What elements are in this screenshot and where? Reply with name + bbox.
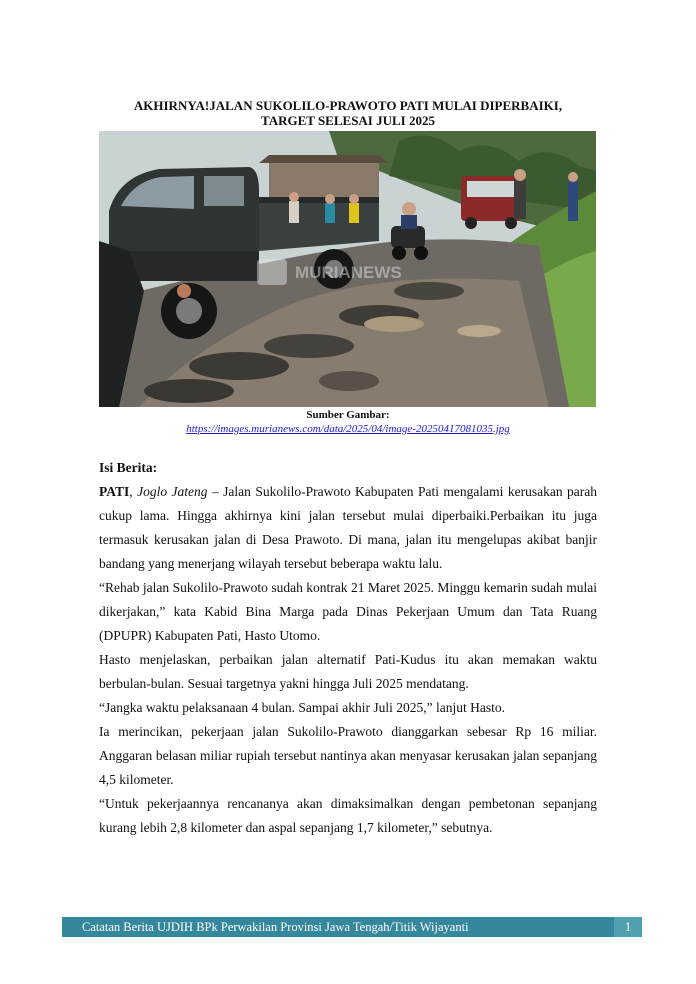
paragraph-3: Hasto menjelaskan, perbaikan jalan alternatif Pati-Kudus itu akan memakan waktu berbulan-bulan. Sesuai targetnya yakni hingga Juli 2025 mendatang.	[99, 652, 597, 691]
image-caption	[0, 409, 696, 422]
lead-separator: ,	[129, 484, 138, 499]
paragraph-1-text: – Jalan Sukolilo-Prawoto Kabupaten Pati mengalami kerusakan parah cukup lama. Hingga akhirnya kini jalan tersebut mulai diperbaiki.Perbaikan itu juga termasuk kerusakan jalan di Desa Prawoto. Di mana, jalan itu mengelupas akibat banjir bandang yang menerjang wilayah tersebut beberapa waktu lalu.	[99, 484, 598, 571]
footer-text: Catatan Berita UJDIH BPk Perwakilan Provinsi Jawa Tengah/Titik Wijayanti	[82, 920, 469, 934]
article-title-line-1: AKHIRNYA!JALAN SUKOLILO-PRAWOTO PATI MULAI DIPERBAIKI,	[133, 98, 563, 113]
road-damage-photo-illustration	[99, 131, 596, 407]
paragraph-1	[99, 480, 597, 576]
lead-source: Joglo Jateng	[137, 484, 208, 499]
lead-location: PATI	[99, 484, 130, 499]
paragraph-2: “Rehab jalan Sukolilo-Prawoto sudah kontrak 21 Maret 2025. Minggu kemarin sudah mulai dikerjakan,” kata Kabid Bina Marga pada Dinas Pekerjaan Umum dan Tata Ruang (DPUPR) Kabupaten Pati, Hasto Utomo.	[99, 580, 597, 643]
image-source-colon: :	[385, 409, 390, 421]
article-title-line-2: TARGET SELESAI JULI 2025	[261, 113, 435, 128]
paragraph-5: Ia merincikan, pekerjaan jalan Sukolilo-Prawoto dianggarkan sebesar Rp 16 miliar. Anggaran belasan miliar rupiah tersebut nantinya akan menyasar kerusakan jalan sepanjang 4,5 kilometer.	[99, 724, 597, 787]
page-number: 1	[614, 917, 642, 937]
article-body	[99, 480, 597, 840]
paragraph-4: “Jangka waktu pelaksanaan 4 bulan. Sampai akhir Juli 2025,” lanjut Hasto.	[99, 700, 506, 715]
page-footer	[62, 917, 642, 937]
section-heading: Isi Berita:	[99, 460, 158, 475]
news-photo	[99, 131, 596, 407]
image-source-link[interactable]: https://images.murianews.com/data/2025/04/image-20250417081035.jpg	[186, 423, 510, 435]
watermark-text: MURIANEWS	[295, 263, 402, 282]
image-source-label: Sumber Gambar	[306, 409, 386, 421]
paragraph-6: “Untuk pekerjaannya rencananya akan dimaksimalkan dengan pembetonan sepanjang kurang lebih 2,8 kilometer dan aspal sepanjang 1,7 kilometer,” sebutnya.	[99, 796, 597, 835]
article-title	[60, 98, 636, 128]
